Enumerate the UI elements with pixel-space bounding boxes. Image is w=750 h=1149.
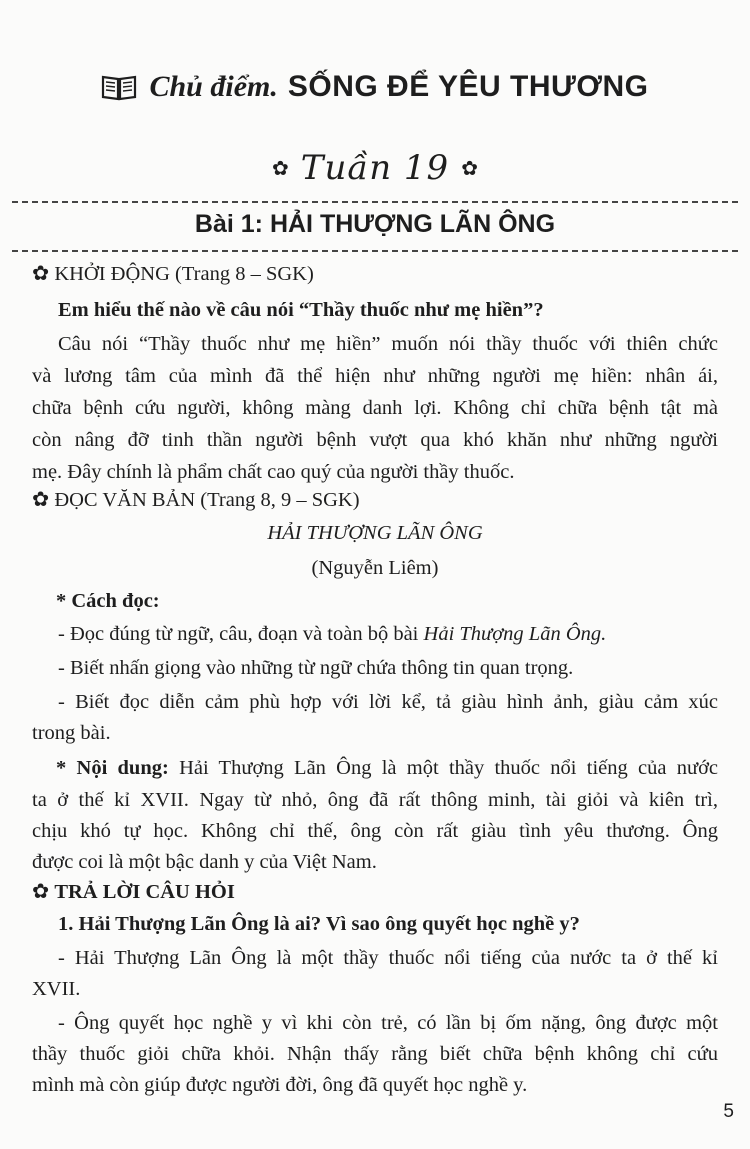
reading-bullet: - Biết nhấn giọng vào những từ ngữ chứa thông tin quan trọng. [58, 657, 574, 679]
paragraph-line: và lương tâm của mình đã thể hiện như những người mẹ hiền: nhân ái, [32, 365, 718, 387]
reading-bullet-cont: trong bài. [32, 722, 111, 744]
content-paragraph: * Nội dung: Hải Thượng Lãn Ông là một thầy thuốc nổi tiếng của nước [56, 757, 719, 779]
paragraph-line: chịu khó tự học. Không chỉ thế, ông còn rất giàu tình yêu thương. Ông [32, 820, 718, 842]
question-1: 1. Hải Thượng Lãn Ông là ai? Vì sao ông quyết học nghề y? [58, 913, 580, 935]
how-to-read-label: * Cách đọc: [56, 590, 160, 612]
answer-line: - Hải Thượng Lãn Ông là một thầy thuốc nổi tiếng của nước ta ở thế kỉ [58, 947, 718, 969]
flower-icon: ✿ [32, 489, 50, 511]
theme-title: SỐNG ĐỂ YÊU THƯƠNG [287, 70, 649, 103]
paragraph-line: ta ở thế kỉ XVII. Ngay từ nhỏ, ông đã rất thông minh, tài giỏi và kiên trì, [32, 789, 718, 811]
open-book-icon [101, 73, 137, 101]
section-heading-warmup: ✿ KHỞI ĐỘNG (Trang 8 – SGK) [32, 263, 314, 285]
text-title: HẢI THƯỢNG LÃN ÔNG [267, 522, 483, 544]
week-label: Tuần 19 [300, 148, 450, 188]
theme-prefix: Chủ điểm. [149, 70, 278, 103]
answer-line: thầy thuốc giỏi chữa khỏi. Nhận thấy rằng biết chữa bệnh không chỉ cứu [32, 1043, 718, 1065]
paragraph-line: Câu nói “Thầy thuốc như mẹ hiền” muốn nói thầy thuốc với thiên chức [58, 333, 718, 355]
flower-icon: ✿ [272, 157, 289, 180]
reading-bullet: - Biết đọc diễn cảm phù hợp với lời kể, tả giàu hình ảnh, giàu cảm xúc [58, 691, 718, 713]
dashed-divider-bottom [12, 250, 738, 252]
answer-line: XVII. [32, 978, 81, 1000]
text-author: (Nguyễn Liêm) [311, 557, 439, 579]
reading-bullet: - Đọc đúng từ ngữ, câu, đoạn và toàn bộ bài Hải Thượng Lãn Ông. [58, 623, 607, 645]
paragraph-line: mẹ. Đây chính là phẩm chất cao quý của người thầy thuốc. [32, 461, 515, 483]
lesson-title: Bài 1: HẢI THƯỢNG LÃN ÔNG [194, 210, 556, 238]
paragraph-line: được coi là một bậc danh y của Việt Nam. [32, 851, 377, 873]
flower-icon: ✿ [32, 881, 50, 903]
paragraph-line: còn nâng đỡ tinh thần người bệnh vượt qua khó khăn như những người [32, 429, 718, 451]
warmup-question: Em hiểu thế nào về câu nói “Thầy thuốc như mẹ hiền”? [58, 299, 544, 321]
section-heading-reading: ✿ ĐỌC VĂN BẢN (Trang 8, 9 – SGK) [32, 489, 360, 511]
theme-header [0, 70, 750, 104]
answer-line: mình mà còn giúp được người đời, ông đã quyết học nghề y. [32, 1074, 528, 1096]
week-banner [0, 148, 750, 188]
paragraph-line: chữa bệnh cứu người, không màng danh lợi. Không chỉ chữa bệnh tật mà [32, 397, 718, 419]
section-heading-answers: ✿ TRẢ LỜI CÂU HỎI [32, 881, 235, 903]
flower-icon: ✿ [461, 157, 478, 180]
answer-line: - Ông quyết học nghề y vì khi còn trẻ, có lần bị ốm nặng, ông được một [58, 1012, 718, 1034]
dashed-divider-top [12, 201, 738, 203]
page-number: 5 [723, 1101, 734, 1122]
flower-icon: ✿ [32, 263, 50, 285]
